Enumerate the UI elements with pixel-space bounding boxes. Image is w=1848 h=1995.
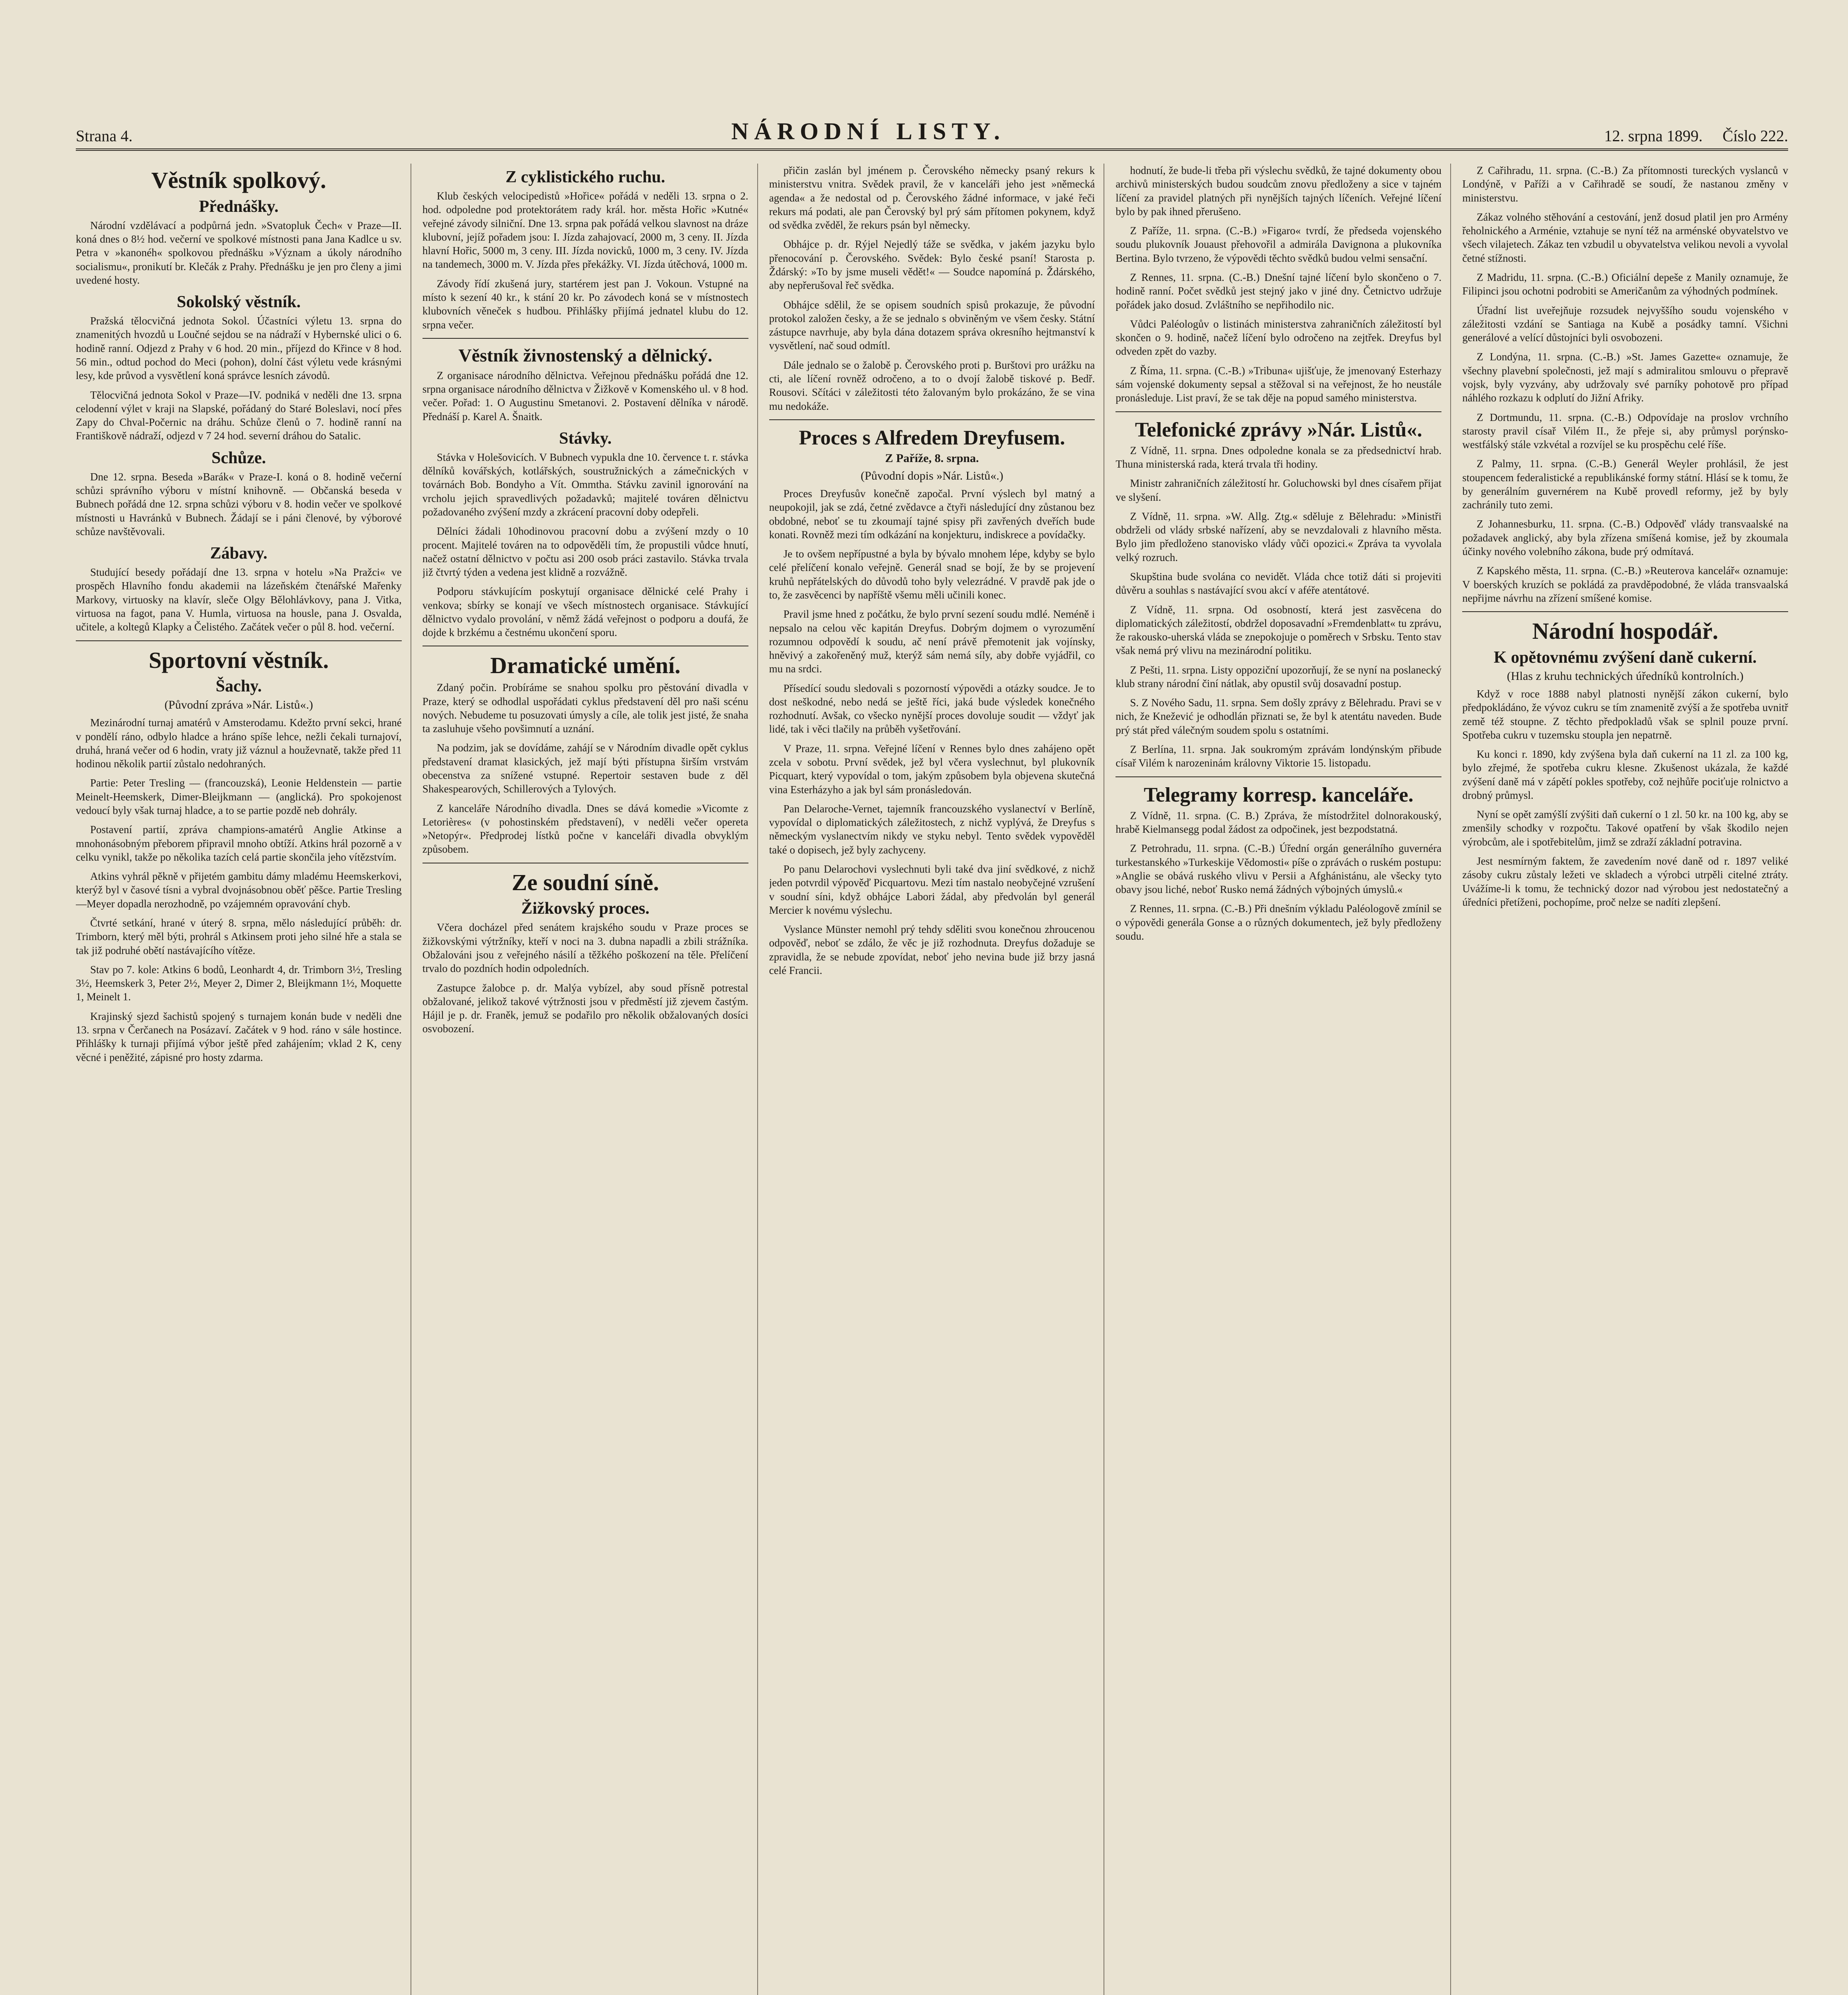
article-paragraph: Z Pešti, 11. srpna. Listy oppoziční upozorňují, že se nyní na poslanecký klub strany národní činí nátlak, aby opustil svůj dosavadní postup. bbox=[1116, 664, 1442, 689]
page-number: Strana 4. bbox=[76, 127, 133, 145]
article-columns bbox=[76, 164, 1788, 1995]
article-paragraph: Dále jednalo se o žalobě p. Čerovského proti p. Burštovi pro urážku na cti, ale líčení rovněž odročeno, a to o dvojí žalobě tiskové p. Bedř. Rousovi. Sčítáci v záležitosti této žalovaným bylo prokázáno, že se vina mu nedokáže. bbox=[769, 359, 1095, 412]
article-paragraph: Mezinárodní turnaj amatérů v Amsterodamu. Kdežto první sekci, hrané v pondělí ráno, odbylo hladce a hráno spíše lehce, nežli čekali turnajoví, druhá, hraná večer od 6 hodin, vraty již váznul a houževnatě, takže před 11 hodinou několik partií zůstalo nedohraných. bbox=[76, 717, 402, 770]
article-paragraph: Z Johannesburku, 11. srpna. (C.-B.) Odpověď vlády transvaalské na požadavek anglický, aby byla zřízena smíšená komise, jež by zkoumala účinky nového volebního zákona, bude prý odmítavá. bbox=[1462, 518, 1788, 558]
issue-date: 12. srpna 1899. bbox=[1604, 127, 1703, 145]
column-5 bbox=[1462, 164, 1788, 1995]
section-title-hospodar: Národní hospodář. bbox=[1532, 618, 1718, 644]
subhead-schuze: Schůze. bbox=[211, 448, 266, 467]
article-paragraph: přičin zaslán byl jménem p. Čerovského německy psaný rekurs k ministerstvu vnitra. Svědek pravil, že v kanceláři jeho jest »německá agenda« a že nedostal od p. Čerovského žádné informace, v jaké řeči rekurs má podati, ale pan Čerovský byl prý sám přítomen pokynem, když od svědka zvěděl, že rekurs psán byl německy. bbox=[769, 164, 1095, 231]
article-paragraph: Včera docházel před senátem krajského soudu v Praze proces se žižkovskými výtržníky, kteří v noci na 3. dubna napadli a zbili strážníka. Obžalováni jsou z veřejného násilí a těžkého poškození na těle. Přelíčení trvalo do pozdních hodin odpoledních. bbox=[422, 921, 748, 975]
article-paragraph: Národní vzdělávací a podpůrná jedn. »Svatopluk Čech« v Praze—II. koná dnes o 8½ hod. večerní ve spolkové místnosti pana Jana Kadlce u sv. Petra v »kanonéh« spolkovou přednášku »Význam a úkoly národního socialismu«, pronikutí br. Klečák z Prahy. Přednášku je jen pro členy a jimi uvedené hosty. bbox=[76, 219, 402, 286]
issue-info bbox=[1604, 126, 1788, 145]
masthead-title: NÁRODNÍ LISTY. bbox=[731, 118, 1006, 144]
article-paragraph: Nyní se opět zamýšlí zvýšiti daň cukerní o 1 zl. 50 kr. na 100 kg, aby se zmenšily schodky v rozpočtu. Takové opatření by však škodilo nejen výrobcům, ale i spotřebitelům, jimž se zdraží základní potravina. bbox=[1462, 808, 1788, 848]
article-paragraph: Obhájce sdělil, že se opisem soudních spisů prokazuje, že původní protokol založen česky, a že se jednalo s obviněným ve všem česky. Státní zástupce navrhuje, aby byla dána dotazem správa okresního hejtmanství k vysvětlení, nač soud odmítl. bbox=[769, 298, 1095, 352]
article-paragraph: Stávka v Holešovicích. V Bubnech vypukla dne 10. července t. r. stávka dělníků kovářských, kotlářských, soustružnických a zámečnických v továrnách Bob. Bondyho a Vít. Ommtha. Stávku zavinil ignorování na vrcholu jejich spravedlivých požadavků; majitelé továren dělnictvu požadovaného zvýšení mzdy a zkrácení pracovní doby odepřeli. bbox=[422, 451, 748, 518]
subhead-sokolsky: Sokolský věstník. bbox=[177, 293, 301, 312]
article-paragraph: Vyslance Münster nemohl prý tehdy sděliti svou konečnou zhroucenou odpověď, neboť se zdálo, že věc je již rozhodnuta. Dreyfus dožaduje se zpravidla, že se nebude zpovídat, neboť jeho nevina bude již brzy jasná celé Francii. bbox=[769, 923, 1095, 976]
article-paragraph: Je to ovšem nepřípustné a byla by bývalo mnohem lépe, kdyby se bylo celé přelíčení konalo veřejně. Generál snad se bojí, že by se projevení kruhů nepřátelských do důvodů toho byly velezrádné. V pravdě pak jde o to, že zasvěcenci by napříště všemu měli učinili konec. bbox=[769, 548, 1095, 601]
article-paragraph: Vůdci Paléologův o listinách ministerstva zahraničních záležitostí byl skončen o 9. hodině, načež líčení bylo odročeno na zejtřek. Dreyfus byl odveden zpět do vazby. bbox=[1116, 318, 1442, 358]
article-paragraph: Pravil jsme hned z počátku, že bylo první sezení soudu mdlé. Neméně i nepsalo na celou věc kapitán Dreyfus. Dobrým dojmem o vyrozumění rozumnou odpovědí k soudu, ač není právě přemotenit jak vojínsky, hněvivý a zakořeněný muž, kterýž sám nemá síly, aby dobře vyjádřil, co mu na srdci. bbox=[769, 608, 1095, 675]
article-paragraph: Podporu stávkujícím poskytují organisace dělnické celé Prahy i venkova; sbírky se konají ve všech místnostech organisace. Stávkující dělnictvo vydalo provolání, v němž žádá veřejnost o podporu a doufá, že dojde k brzkému a čestnému ukončení sporu. bbox=[422, 585, 748, 639]
article-paragraph: Ministr zahraničních záležitostí hr. Goluchowski byl dnes císařem přijat ve slyšení. bbox=[1116, 477, 1442, 503]
subhead-prednasky: Přednášky. bbox=[199, 197, 279, 216]
article-paragraph: Úřadní list uveřejňuje rozsudek nejvyššího soudu vojenského v záležitosti vzdání se Santiaga na Kubě a posádky tamní. Všichni generálové a velící důstojníci byli osvobozeni. bbox=[1462, 304, 1788, 344]
subhead-cyklisticky: Z cyklistického ruchu. bbox=[505, 168, 665, 186]
divider bbox=[423, 338, 748, 339]
source-note: (Původní zpráva »Nár. Listů«.) bbox=[164, 698, 313, 712]
article-paragraph: Z Vídně, 11. srpna. (C. B.) Zpráva, že místodržitel dolnorakouský, hrabě Kielmansegg podal žádost za odpočinek, jest bezpodstatná. bbox=[1116, 809, 1442, 836]
article-paragraph: Z Kapského města, 11. srpna. (C.-B.) »Reuterova kancelář« oznamuje: V boerských kruzích se pokládá za pravděpodobné, že vláda transvaalská nepřijme návrhu na zřízení smíšené komise. bbox=[1462, 565, 1788, 604]
article-paragraph: Z Paříže, 11. srpna. (C.-B.) »Figaro« tvrdí, že předseda vojenského soudu plukovník Jouaust přehovořil a admirála Davignona a plukovníka Bertina. Bylo tvrzeno, že výpovědi těchto svědků budou velmi sensační. bbox=[1116, 225, 1442, 264]
subhead-zabavy: Zábavy. bbox=[210, 544, 268, 563]
article-paragraph: Jest nesmírným faktem, že zavedením nové daně od r. 1897 veliké zásoby cukru zůstaly ležeti ve skladech a výrobci utrpěli citelné ztráty. Uvážíme-li k tomu, že technický dozor nad výrobou jest nedostatečný a úředníci přetíženi, pochopíme, proč nelze se nadíti zlepšení. bbox=[1462, 855, 1788, 908]
divider bbox=[769, 419, 1095, 420]
source-note: (Původní dopis »Nár. Listů«.) bbox=[861, 469, 1003, 482]
article-paragraph: Tělocvičná jednota Sokol v Praze—IV. podniká v neděli dne 13. srpna celodenní výlet v kraji na Slapské, pořádaný do Staré Boleslavi, nocí přes Zapy do Chval-Počernic na dráhu. Schůze členů o 7. hodině ranní na Františkově nádraží, odjezd v 7 24 hod. severní dráhou do Satalic. bbox=[76, 389, 402, 442]
article-paragraph: Atkins vyhrál pěkně v přijetém gambitu dámy mladému Heemskerkovi, kterýž byl v časové tísni a vybral dvojnásobnou oběť pěšce. Partie Tresling—Meyer dopadla nerozhodně, po vzájemném opravování chyb. bbox=[76, 870, 402, 910]
article-paragraph: Partie: Peter Tresling — (francouzská), Leonie Heldenstein — partie Meinelt-Heemskerk, Dimer-Bleijkmann — (anglická). Pro spokojenost vedoucí byly však turnaj hladce, a to se partie pozdě neb dohrály. bbox=[76, 777, 402, 817]
article-paragraph: Studující besedy pořádají dne 13. srpna v hotelu »Na Pražci« ve prospěch Hlavního fondu akademii na lázeňském čtenářské Mařenky Markovy, virtuosky na klavír, sleče Olgy Bělohlávkovy, pana J. Vitka, virtuosa na fagot, pana V. Humla, virtuosa na housle, pana J. Osvalda, učitele, a koltegů Klapky a Čelistého. Začátek večer o půl 8. hod. večerní. bbox=[76, 566, 402, 633]
article-paragraph: Dne 12. srpna. Beseda »Barák« v Praze-I. koná o 8. hodině večerní schůzi správního výboru v místní knihovně. — Občanská beseda v Bubnech pořádá dne 12. srpna schůzi výboru v 8. hodin večer ve spolkové místnosti u Havránků v Bubnech. Žádají se i páni členové, by výborové schůze navštěvovali. bbox=[76, 470, 402, 537]
article-paragraph: Klub českých velocipedistů »Hořice« pořádá v neděli 13. srpna o 2. hod. odpoledne pod protektorátem rady král. hor. města Hořic »Kutné« veřejné závody silniční. Dne 13. srpna pak pořádá velkou slavnost na dráze klubovní, jejíž pořadem jsou: I. Jízda zahajovací, 2000 m, 3 ceny. II. Jízda hlavní Hořic, 5000 m, 3 ceny. III. Jízda novicků, 1000 m, 3 ceny. IV. Jízda na tandemech, 3000 m. V. Jízda přes překážky. VI. Jízda útěchová, 1000 m. bbox=[422, 190, 748, 271]
article-paragraph: Závody řídí zkušená jury, startérem jest pan J. Vokoun. Vstupné na místo k sezení 40 kr., k stání 20 kr. Po závodech koná se v místnostech klubovních věneček s hudbou. Přihlášky přijímá jednatel klubu do 12. srpna večer. bbox=[422, 277, 748, 331]
article-paragraph: V Praze, 11. srpna. Veřejné líčení v Rennes bylo dnes zahájeno opět zcela v sobotu. První svědek, jež byl včera vyslechnut, byl plukovník Picquart, který vypovídal o tom, jakým způsobem byla objevena skutečná vina Esterházyho a jak byl sám pronásledován. bbox=[769, 742, 1095, 796]
article-paragraph: Obhájce p. dr. Rýjel Nejedlý táže se svědka, v jakém jazyku bylo přenocování p. Čerovského. Svědek: Bylo české psaní! Starosta p. Ždárský: »To by jsme museli vědět!« — Soudce napomíná p. Ždárského, aby nepřerušoval řeč svědka. bbox=[769, 238, 1095, 292]
issue-number: Číslo 222. bbox=[1722, 127, 1788, 145]
divider bbox=[1116, 411, 1441, 412]
section-title-dramaticke: Dramatické umění. bbox=[490, 652, 681, 679]
section-title-sport: Sportovní věstník. bbox=[148, 647, 329, 673]
section-title-spolkovy: Věstník spolkový. bbox=[151, 167, 326, 193]
article-paragraph: Když v roce 1888 nabyl platnosti nynější zákon cukerní, bylo předpokládáno, že vývoz cukru se tím znamenitě zvýší a že spotřeba uvnitř země též stoupne. Z těchto předpokladů však se splnil pouze první. Spotřeba cukru v tuzemsku stoupla jen nepatrně. bbox=[1462, 687, 1788, 741]
article-paragraph: Zastupce žalobce p. dr. Malýa vybízel, aby soud přísně potrestal obžalované, jelikož takové výtržnosti jsou v předměstí již zjevem častým. Hájil je p. dr. Franěk, jemuž se podařilo pro několik obžalovaných dosíci osvobození. bbox=[422, 982, 748, 1035]
section-title-telegramy: Telegramy korresp. kanceláře. bbox=[1143, 783, 1414, 806]
article-paragraph: Stav po 7. kole: Atkins 6 bodů, Leonhardt 4, dr. Trimborn 3½, Tresling 3½, Heemskerk 3, Peter 2½, Meyer 2, Dimer 2, Bleijkmann 1½, Moquette 1, Meinelt 1. bbox=[76, 963, 402, 1003]
article-paragraph: Dělníci žádali 10hodinovou pracovní dobu a zvýšení mzdy o 10 procent. Majitelé továren na to odpověděli tím, že propustili vůdce hnutí, načež ostatní dělnictvo v počtu asi 200 osob práci zastavilo. Stávka trvala již čtvrtý týden a vedena jest klidně a rozvážně. bbox=[422, 525, 748, 579]
page-header bbox=[76, 120, 1788, 151]
divider bbox=[1116, 776, 1441, 777]
article-paragraph: Čtvrté setkání, hrané v úterý 8. srpna, mělo následující průběh: dr. Trimborn, který měl býti, prohrál s Atkinsem proti jeho silné hře a stala se tak již podruhé obětí nastávajícího vítěze. bbox=[76, 917, 402, 956]
article-paragraph: hodnutí, že bude-li třeba při výslechu svědků, že tajné dokumenty obou archivů ministerských budou soudcům znovu předloženy a sice v tajném líčení za pravidel platných při nynějších tajných líčeních. Veřejné líčení bylo by pak ihned přerušeno. bbox=[1116, 164, 1442, 217]
article-paragraph: Pražská tělocvičná jednota Sokol. Účastníci výletu 13. srpna do znamenitých hvozdů u Loučné sejdou se na nádraží v Hybernské ulici o 6. hodině ranní. Odjezd z Prahy v 6 hod. 20 min., příjezd do Křince v 8 hod. 56 min., odtud pochod do Meci (pohon), dolní část výletu vede krásnými lesy, kde průvod a vysvětlení koná správce lesních závodů. bbox=[76, 315, 402, 382]
column-4 bbox=[1116, 164, 1451, 1995]
article-paragraph: Z Vídně, 11. srpna. Od osobností, která jest zasvěcena do diplomatických záležitostí, obdržel doposavadní »Fremdenblatt« tu zprávu, že rakousko-uherská vláda se znepokojuje o poměrech v Srbsku. Tento stav však nemá prý vlivu na mezinárodní politiku. bbox=[1116, 603, 1442, 657]
article-paragraph: Z Londýna, 11. srpna. (C.-B.) »St. James Gazette« oznamuje, že všechny plavební společnosti, jež mají s admiralitou smlouvu o přepravě vojsk, byly vyzvány, aby udržovaly své parníky pohotově pro případ náhlého rozkazu k odplutí do Jižní Afriky. bbox=[1462, 351, 1788, 404]
article-paragraph: Z Vídně, 11. srpna. Dnes odpoledne konala se za předsednictví hrab. Thuna ministerská rada, která trvala tři hodiny. bbox=[1116, 444, 1442, 470]
article-paragraph: Z Cařihradu, 11. srpna. (C.-B.) Za přítomnosti tureckých vyslanců v Londýně, v Paříži a v Cařihradě se soudí, že nastanou změny v ministerstvu. bbox=[1462, 164, 1788, 204]
article-paragraph: Pan Delaroche-Vernet, tajemník francouzského vyslanectví v Berlíně, vypovídal o diplomatických záležitostech, z nichž vyplývá, že Dreyfus s německým vyslanectvím nikdy ve styku nebyl. Tento svědek vypověděl také o dopisech, jež byly zachyceny. bbox=[769, 802, 1095, 856]
subhead-stavky: Stávky. bbox=[559, 429, 612, 448]
article-paragraph: Z organisace národního dělnictva. Veřejnou přednášku pořádá dne 12. srpna organisace národního dělnictva v Žižkově v Komenského ul. v 8 hod. večer. Pořad: 1. O Augustinu Smetanovi. 2. Postavení dělníka v národě. Přednáší p. Karel A. Šnaitk. bbox=[422, 369, 748, 423]
article-paragraph: Zdaný počin. Probíráme se snahou spolku pro pěstování divadla v Praze, který se odhodlal uspořádati cyklus představení děl pro naši scénu nových. Nebudeme tu posuzovati úmysly a cíle, ale tolik jest jisté, že snaha ta zasluhuje všeho povšimnutí a uznání. bbox=[422, 681, 748, 735]
subhead-sachy: Šachy. bbox=[215, 677, 262, 696]
article-paragraph: Zákaz volného stěhování a cestování, jenž dosud platil jen pro Armény řeholnického a Arménie, vztahuje se nyní též na arménské obyvatelstvo ve všech vilajetech. Zákaz ten vzbudil u obyvatelstva velikou nevoli a vyvolal četné stížnosti. bbox=[1462, 211, 1788, 264]
divider bbox=[1462, 611, 1788, 612]
article-paragraph: Postavení partií, zpráva champions-amatérů Anglie Atkinse a mnohonásobným přeborem připravil mnoho obtíží. Atkins hrál pozorně a v celku vynikl, takže po několika tazích celá partie skončila jeho vítězstvím. bbox=[76, 824, 402, 863]
article-paragraph: Z Madridu, 11. srpna. (C.-B.) Oficiální depeše z Manily oznamuje, že Filipinci jsou ochotni podrobiti se Američanům za výhodných podmínek. bbox=[1462, 271, 1788, 297]
article-paragraph: Z Petrohradu, 11. srpna. (C.-B.) Úřední orgán generálního guvernéra turkestanského »Turkeskije Vědomosti« píše o zprávách o ruském postupu: »Anglie se obává ruského vlivu v Persii a Afghánistánu, ale všecky tyto obavy jsou liché, neboť Rusko nemá žádných výbojných úmyslů.« bbox=[1116, 842, 1442, 896]
article-paragraph: Z Rennes, 11. srpna. (C.-B.) Při dnešním výkladu Paléologově zmínil se o výpovědi generála Gonse a o různých dokumentech, jež byly předloženy soudu. bbox=[1116, 903, 1442, 942]
article-paragraph: Po panu Delarochovi vyslechnuti byli také dva jiní svědkové, z nichž jeden potvrdil výpověď Picquartovu. Mezi tím nastalo neobyčejné vzrušení v soudní síni, když obhájce Labori žádal, aby předvolán byl generál Mercier k novému výslechu. bbox=[769, 863, 1095, 916]
article-paragraph: Ku konci r. 1890, kdy zvýšena byla daň cukerní na 11 zl. za 100 kg, bylo zřejmé, že spotřeba cukru klesne. Zkušenost ukázala, že každé zvýšení daně má v zápětí pokles spotřeby, což nejhůře pociťuje rolnictvo a drobný průmysl. bbox=[1462, 748, 1788, 801]
article-paragraph: S. Z Nového Sadu, 11. srpna. Sem došly zprávy z Bělehradu. Pravi se v nich, že Knežević je odhodlán přiznati se, že byl k atentátu naveden. Bude prý stát před válečným soudem spolu s ostatními. bbox=[1116, 697, 1442, 736]
article-paragraph: Skupština bude svolána co nevidět. Vláda chce totiž dáti si projeviti důvěru a souhlas s nastávající svou akcí v aféře atentátové. bbox=[1116, 570, 1442, 597]
article-paragraph: Z Říma, 11. srpna. (C.-B.) »Tribuna« ujišťuje, že jmenovaný Esterhazy sám vojenské dokumenty sepsal a stěžoval si na veřejnost, že ho neustále pronásleduje. List praví, že se tak děje na popud samého ministerstva. bbox=[1116, 364, 1442, 404]
column-2 bbox=[423, 164, 758, 1995]
article-paragraph: Proces Dreyfusův konečně započal. První výslech byl matný a neupokojil, jak se zdá, četné zvědavce a čtyři následující dny zůstanou bez obdobné, neboť se tu zkoumají tajné spisy při zavřených dveřích bude konati. Rovněž mezi tím odkázání na konjekturu, indiskrece a povídačky. bbox=[769, 487, 1095, 541]
article-paragraph: Z kanceláře Národního divadla. Dnes se dává komedie »Vicomte z Letorières« (v pohostinském představení), v neděli večer opereta »Netopýr«. Předprodej lístků počne v kanceláři divadla obvyklým způsobem. bbox=[422, 802, 748, 855]
article-paragraph: Z Palmy, 11. srpna. (C.-B.) Generál Weyler prohlásil, že jest stoupencem federalistické a republikánské formy státní. Hlásí se k tomu, že by generálním guvernérem na Kubě provedl reformy, jež by byly zachránily tuto zemi. bbox=[1462, 458, 1788, 511]
article-paragraph: Z Dortmundu, 11. srpna. (C.-B.) Odpovídaje na proslov vrchního starosty pravil císař Vilém II., že přeje si, aby průmysl porýnsko-westfálský stále vzkvétal a rozvíjel se ku prospěchu celé říše. bbox=[1462, 411, 1788, 451]
dateline: Z Paříže, 8. srpna. bbox=[885, 451, 979, 465]
article-paragraph: Z Berlína, 11. srpna. Jak soukromým zprávám londýnským přibude císař Vilém k narozeninám královny Viktorie 15. listopadu. bbox=[1116, 743, 1442, 769]
section-title-dreyfus: Proces s Alfredem Dreyfusem. bbox=[799, 426, 1065, 449]
article-paragraph: Z Rennes, 11. srpna. (C.-B.) Dnešní tajné líčení bylo skončeno o 7. hodině ranní. Počet svědků jest stejný jako v jiné dny. Četnictvo udržuje pořádek jako dosud. Zvláštního se nepřihodilo nic. bbox=[1116, 271, 1442, 311]
section-title-telefonicke: Telefonické zprávy »Nár. Listů«. bbox=[1135, 418, 1422, 441]
subhead-zizkovsky: Žižkovský proces. bbox=[521, 899, 650, 918]
article-paragraph: Na podzim, jak se dovídáme, zahájí se v Národním divadle opět cyklus představení dramat klasických, jež mají býti přístupna širším vrstvám obecenstva za snížené vstupné. Repertoir sestaven bude z děl Shakespearových, Schillerových a Tylových. bbox=[422, 742, 748, 795]
section-title-zivnostensky: Věstník živnostenský a dělnický. bbox=[458, 345, 713, 365]
subhead-cukerni: K opětovnému zvýšení daně cukerní. bbox=[1493, 648, 1757, 667]
column-3 bbox=[769, 164, 1105, 1995]
section-title-soudni: Ze soudní síně. bbox=[511, 869, 659, 895]
column-1 bbox=[76, 164, 411, 1995]
divider bbox=[76, 640, 402, 641]
article-paragraph: Krajinský sjezd šachistů spojený s turnajem konán bude v neděli dne 13. srpna v Čerčanech na Posázaví. Začátek v 9 hod. ráno v sále hostince. Přihlášky k turnaji přijímá výbor ještě před zahájením; vklad 2 K, ceny věcné i peněžité, zápisné pro hosty zdarma. bbox=[76, 1010, 402, 1063]
article-paragraph: Z Vídně, 11. srpna. »W. Allg. Ztg.« sděluje z Bělehradu: »Ministři obdrželi od vlády srbské nařízení, aby se nevzdalovali z hlavního města. Bylo jim předloženo stanovisko vlády vůči opozici.« Zpráva ta vyvolala velký rozruch. bbox=[1116, 510, 1442, 563]
article-paragraph: Přísedící soudu sledovali s pozorností výpovědi a otázky soudce. Je to dost neškodné, nebo nedá se ještě říci, jaká bude výsledek konečného rozhodnutí. Avšak, co všecko nynější proces dovoluje soudit — vždyť jak lidé, tak i věci tlačily na průběh vyšetřování. bbox=[769, 682, 1095, 735]
source-note: (Hlas z kruhu technických úředníků kontrolních.) bbox=[1507, 669, 1744, 683]
